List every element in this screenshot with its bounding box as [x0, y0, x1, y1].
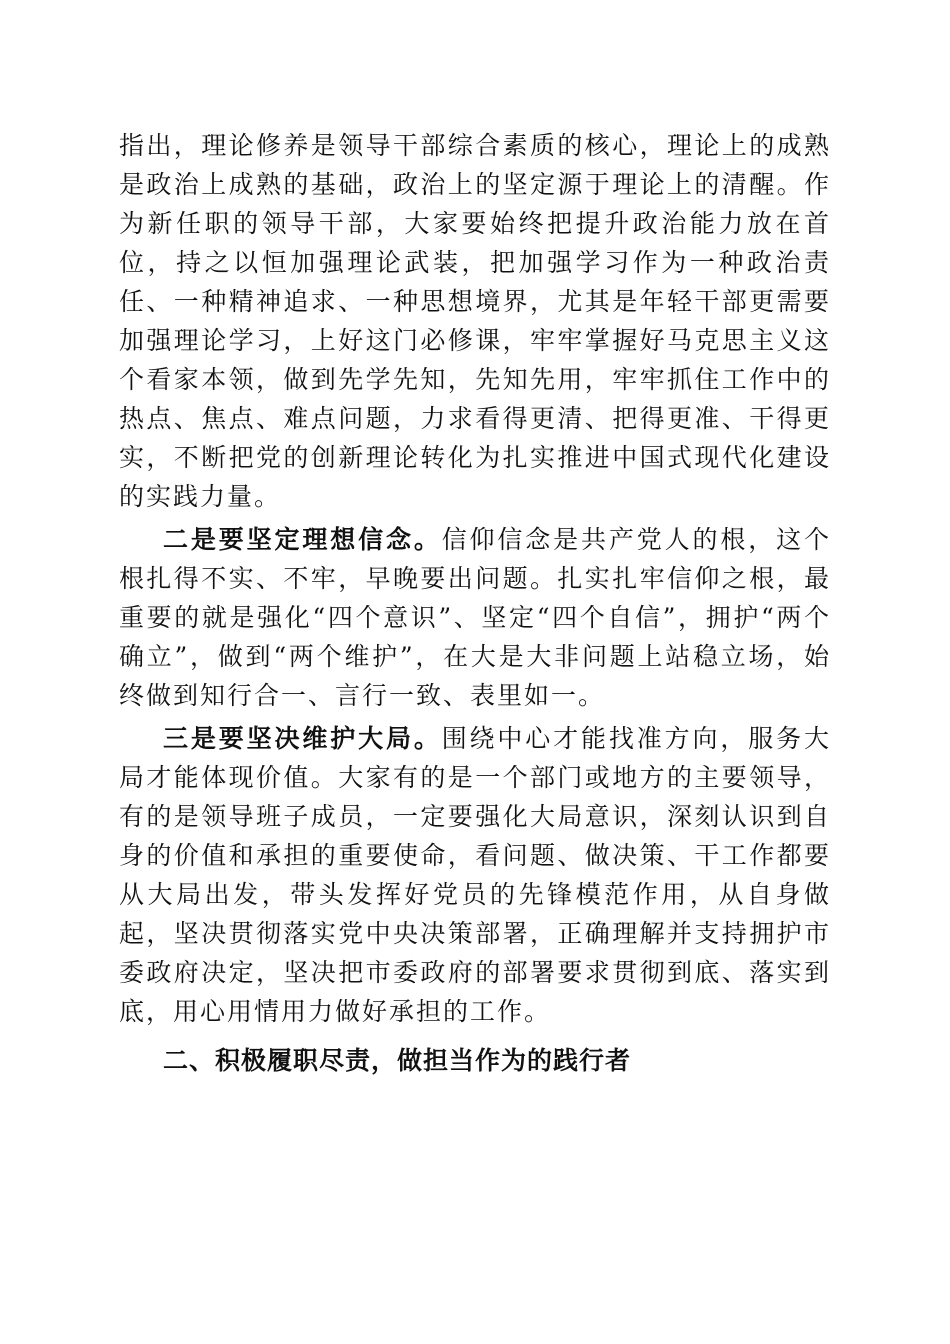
paragraph-text: 围绕中心才能找准方向，服务大局才能体现价值。大家有的是一个部门或地方的主要领导，有的是领导班子成员，一定要强化大局意识，深刻认识到自身的价值和承担的重要使命，看问题、做决策、干工作都要从大局出发，带头发挥好党员的先锋模范作用，从自身做起，坚决贯彻落实党中央决策部署，正确理解并支持拥护市委政府决定，坚决把市委政府的部署要求贯彻到底、落实到底，用心用情用力做好承担的工作。 — [119, 724, 831, 1026]
paragraph-lead: 二是要坚定理想信念。 — [163, 525, 442, 554]
paragraph-text: 指出，理论修养是领导干部综合素质的核心，理论上的成熟是政治上成熟的基础，政治上的坚定源于理论上的清醒。作为新任职的领导干部，大家要始终把提升政治能力放在首位，持之以恒加强理论武装，把加强学习作为一种政治责任、一种精神追求、一种思想境界，尤其是年轻干部更需要加强理论学习，上好这门必修课，牢牢掌握好马克思主义这个看家本领，做到先学先知，先知先用，牢牢抓住工作中的热点、焦点、难点问题，力求看得更清、把得更准、干得更实，不断把党的创新理论转化为扎实推进中国式现代化建设的实践力量。 — [119, 131, 831, 511]
section-heading: 二、积极履职尽责，做担当作为的践行者 — [163, 1046, 632, 1075]
document-page — [119, 126, 831, 1080]
paragraph-text: 信仰信念是共产党人的根，这个根扎得不实、不牢，早晚要出问题。扎实扎牢信仰之根，最重要的就是强化“四个意识”、坚定“四个自信”，拥护“两个确立”，做到“两个维护”，在大是大非问题上站稳立场，始终做到知行合一、言行一致、表里如一。 — [119, 525, 831, 710]
paragraph-overall-situation — [119, 719, 831, 1031]
paragraph-theory — [119, 126, 831, 516]
paragraph-ideals — [119, 520, 831, 715]
paragraph-lead: 三是要坚决维护大局。 — [163, 724, 442, 753]
